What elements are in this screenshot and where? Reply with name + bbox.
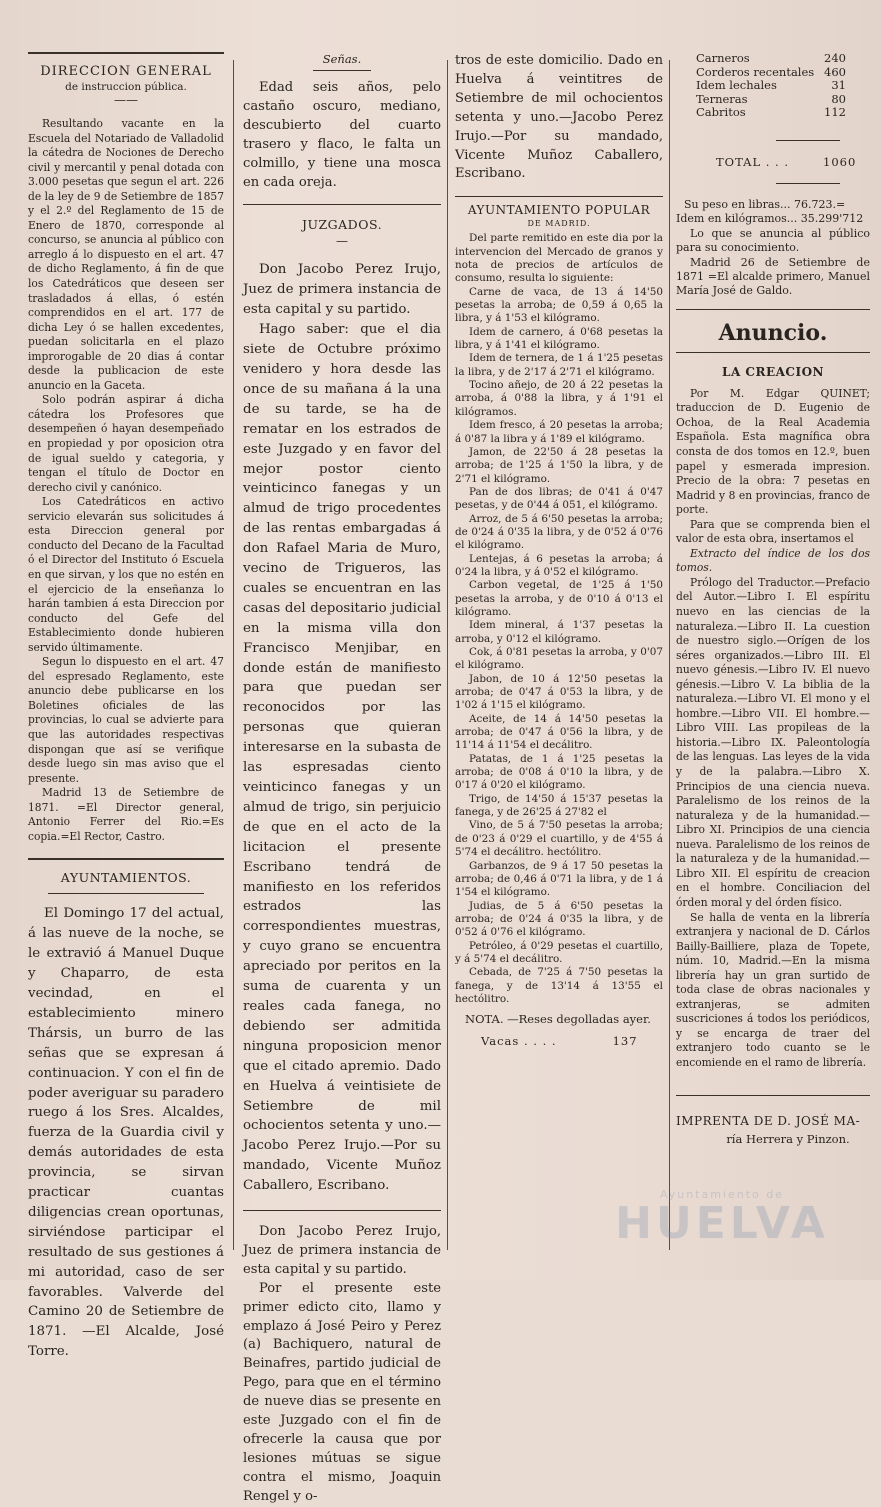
paragraph: El Domingo 17 del actual, á las nueve de la noche, se le extravió á Manuel Duque y Chaparro, de esta vecindad, en el establecimiento minero Thársis, un burro de las señas que se expresan á continuacion. Y con el fin de poder averiguar su paradero ruego á los Sres. Alcaldes, fuerza de la Guardia civil y demás autoridades de esta provincia, se sirvan practicar cuantas diligencias crean oportunas, sirviéndose participar el resultado de sus gestiones á mi autoridad, caso de ser favorables. Valverde del Camino 20 de Setiembre de 1871. —El Alcalde, José Torre. <box>28 906 224 1360</box>
livestock-table <box>696 52 846 120</box>
price-item: Idem de carnero, á 0'68 pesetas la libra, y á 1'41 el kilógramo. <box>455 325 663 352</box>
price-item: Arroz, de 5 á 6'50 pesetas la arroba; de 0'24 á 0'35 la libra, y de 0'52 á 0'76 el kilógramo. <box>455 512 663 552</box>
paragraph: Por el presente este primer edicto cito, llamo y emplazo á José Peiro y Perez (a) Bachiquero, natural de Beinafres, partido judicial de Pego, para que en el término de nueve dias se presente en este Juzgado con el fin de ofrecerle la causa que por lesiones mútuas se sigue contra el mismo, Joaquin Rengel y o- <box>243 1280 441 1504</box>
price-item: Cebada, de 7'25 á 7'50 pesetas la fanega, y de 13'14 á 13'55 el hectólitro. <box>455 966 663 1005</box>
section-rule <box>243 204 441 205</box>
livestock-value: 460 <box>824 64 846 79</box>
direccion-subheading: de instruccion pública. <box>65 81 187 93</box>
ayuntamientos-heading: AYUNTAMIENTOS. <box>60 870 192 886</box>
price-item: Judias, de 5 á 6'50 pesetas la arroba; de 0'24 á 0'35 la libra, y de 0'52 á 0'76 el kilógramo. <box>455 899 663 939</box>
section-rule <box>48 893 204 894</box>
section-rule <box>676 309 870 310</box>
peso-libras: Su peso en libras... 76.723.= <box>684 197 846 211</box>
price-item: Idem de ternera, de 1 á 1'25 pesetas la libra, y de 2'17 á 2'71 el kilógramo. <box>455 352 663 378</box>
table-row <box>696 79 846 93</box>
juzgado-title: Don Jacobo Perez Irujo, Juez de primera instancia de esta capital y su partido. <box>243 262 441 318</box>
column-2 <box>243 52 441 1504</box>
direccion-body <box>28 117 224 844</box>
watermark-line-1: Ayuntamiento de <box>659 1188 785 1201</box>
livestock-value: 240 <box>824 51 846 65</box>
senas-heading: Señas. <box>322 52 362 66</box>
section-rule <box>313 70 371 71</box>
table-row <box>696 106 846 120</box>
top-rule <box>28 52 224 54</box>
juzgado-2 <box>243 1223 441 1507</box>
total-label: TOTAL <box>716 154 762 169</box>
price-list <box>455 232 663 1006</box>
price-item: Trigo, de 14'50 á 15'37 pesetas la fanega, y de 26'25 á 27'82 el <box>455 792 663 819</box>
section-rule <box>676 352 870 353</box>
paragraph: Por M. Edgar QUINET; traduccion de D. Eugenio de Ochoa, de la Real Academia Española. Esta magnífica obra consta de dos tomos en 12.º, buen papel y esmerada impresion. Precio de la obra: 7 pesetas en Madrid y 8 en provincias, franco de porte. <box>676 386 870 517</box>
imprenta-line-1: IMPRENTA DE D. JOSÉ MA- <box>676 1113 861 1128</box>
juzgados-heading: JUZGADOS. <box>301 217 383 233</box>
peso-block <box>676 198 870 299</box>
anuncio-heading: Anuncio. <box>718 319 828 346</box>
table-row <box>696 52 846 66</box>
column-rule <box>233 60 234 1250</box>
section-rule <box>455 196 663 197</box>
column-rule <box>447 60 448 1250</box>
livestock-label: Carneros <box>696 51 750 65</box>
section-rule <box>776 140 840 141</box>
price-item: Vino, de 5 á 7'50 pesetas la arroba; de 0'23 á 0'29 el cuartillo, y de 4'55 á 5'74 el decálitro. hectólitro. <box>455 819 663 859</box>
juzgado-continuation <box>455 52 663 184</box>
paragraph: Segun lo dispuesto en el art. 47 del espresado Reglamento, este anuncio debe publicarse en los Boletines oficiales de las provincias, lo cual se advierte para que las autoridades respectivas dispongan que así se verifique desde luego sin mas aviso que el presente. <box>28 655 224 785</box>
paragraph: tros de este domicilio. Dado en Huelva á veintitres de Setiembre de mil ochocientos setenta y uno.—Jacobo Perez Irujo.—Por su mandado, Vicente Muñoz Caballero, Escribano. <box>455 53 663 182</box>
livestock-value: 80 <box>831 91 846 106</box>
paragraph: Solo podrán aspirar á dicha cátedra los Profesores que desempeñen ó hayan desempeñado en propiedad y por oposicion otra de igual sueldo y categoria, y tengan el título de Doctor en derecho civil y canónico. <box>28 393 224 494</box>
section-rule <box>676 1095 870 1096</box>
price-item: Tocino añejo, de 20 á 22 pesetas la arroba, á 0'88 la libra, y á 1'91 el kilógramos. <box>455 379 663 418</box>
livestock-label: Terneras <box>696 91 748 106</box>
livestock-value: 31 <box>831 78 846 93</box>
price-item: Idem fresco, á 20 pesetas la arroba; á 0'87 la libra y á 1'89 el kilógramo. <box>455 419 663 445</box>
ayuntamiento-popular-heading: AYUNTAMIENTO POPULAR <box>467 203 651 218</box>
senas-body <box>243 79 441 192</box>
ayuntamientos-body <box>28 904 224 1362</box>
column-rule <box>669 60 670 1250</box>
paragraph: Los Catedráticos en activo servicio elevarán sus solicitudes á esta Direccion general por conducto del Decano de la Facultad ó el Director del Instituto ó Escuela en que sirvan, y los que no estén en el ejercicio de la enseñanza lo harán tambien á esta Direccion por conducto del Gefe del Establecimiento donde hubieren servido últimamente. <box>28 495 224 654</box>
separator-dash: — <box>336 234 348 249</box>
paragraph: Madrid 26 de Setiembre de 1871 =El alcalde primero, Manuel María José de Galdo. <box>676 255 870 298</box>
price-item: Carbon vegetal, de 1'25 á 1'50 pesetas la arroba, y de 0'10 á 0'13 el kilógramo. <box>455 579 663 618</box>
paragraph: Para que se comprenda bien el valor de esta obra, insertamos el <box>676 517 870 546</box>
paragraph: Resultando vacante en la Escuela del Notariado de Valladolid la cátedra de Nociones de Derecho civil y mercantil y penal dotada con 3.000 pesetas que segun el art. 226 de la ley de 9 de Setiembre de 1857 y el 2.º del Reglamento de 15 de Enero de 1870, corresponde al concurso, se anuncia al público con arreglo á lo dispuesto en el art. 47 de dicho Reglamento, á fin de que los Catedráticos que deseen ser trasladados á ellas, ó estén comprendidos en el art. 177 de dicha Ley ó se hallen excedentes, puedan solicitarla en el plazo improrogable de 20 dias á contar desde la publicacion de este anuncio en la Gaceta. <box>28 117 224 392</box>
creacion-body <box>676 387 870 1071</box>
price-item: Pan de dos libras; de 0'41 á 0'47 pesetas, y de 0'44 á 051, el kilógramo. <box>455 485 663 512</box>
nota-reses: NOTA. —Reses degolladas ayer. <box>465 1012 651 1027</box>
paragraph: Del parte remitido en este dia por la intervencion del Mercado de granos y nota de precios de artículos de consumo, resulta lo siguiente: <box>455 232 663 285</box>
price-item: Idem mineral, á 1'37 pesetas la arroba, y 0'12 el kilógramo. <box>455 619 663 645</box>
paragraph: Edad seis años, pelo castaño oscuro, mediano, descubierto del cuarto trasero y flaco, le falta un colmillo, y tiene una mosca en cada oreja. <box>243 80 441 190</box>
table-row <box>696 93 846 107</box>
separator-dash: —— <box>114 93 138 107</box>
price-item: Lentejas, á 6 pesetas la arroba; á 0'24 la libra, y á 0'52 el kilógramo. <box>455 552 663 578</box>
column-3 <box>455 52 663 1260</box>
juzgado-1 <box>243 260 441 1196</box>
ayuntamiento-popular-subheading: DE MADRID. <box>527 219 591 229</box>
section-rule <box>243 1210 441 1211</box>
vacas-row: Vacas . . . . 137 <box>481 1034 638 1049</box>
total-value: 1060 <box>823 154 857 169</box>
extracto-heading: Extracto del índice de los dos tomos. <box>676 546 870 575</box>
direccion-heading: DIRECCION GENERAL <box>40 64 212 79</box>
price-item: Carne de vaca, de 13 á 14'50 pesetas la arroba; de 0,59 á 0,65 la libra, y á 1'53 el kilógramo. <box>455 285 663 325</box>
price-item: Petróleo, á 0'29 pesetas el cuartillo, y á 5'74 el decálitro. <box>455 939 663 965</box>
section-rule <box>28 858 224 860</box>
vacas-value: 137 <box>612 1034 638 1049</box>
livestock-label: Idem lechales <box>696 78 777 93</box>
watermark <box>572 1188 872 1268</box>
paragraph: Lo que se anuncia al público para su conocimiento. <box>676 226 870 255</box>
price-item: Patatas, de 1 á 1'25 pesetas la arroba; de 0'08 á 0'10 la libra, y de 0'17 á 0'20 el kilógramo. <box>455 752 663 792</box>
vacas-label: Vacas <box>481 1034 520 1049</box>
creacion-heading: LA CREACION <box>722 364 824 379</box>
table-row <box>696 66 846 80</box>
livestock-label: Corderos recentales <box>696 64 815 79</box>
total-row: TOTAL . . . 1060 <box>716 154 857 169</box>
paragraph: Se halla de venta en la librería extranjera y nacional de D. Cárlos Bailly-Bailliere, plaza de Topete, núm. 10, Madrid.—En la misma librería hay un gran surtido de toda clase de obras nacionales y extranjeras, se admiten suscriciones á todos los periódicos, y se encarga de traer del extranjero todo cuanto se le encomiende en el ramo de librería. <box>676 910 870 1069</box>
column-4 <box>676 52 870 1260</box>
peso-kilos: Idem en kilógramos... 35.299'712 <box>676 212 864 226</box>
paragraph: Prólogo del Traductor.—Prefacio del Autor.—Libro I. El espíritu nuevo en las ciencias de la naturaleza.—Libro II. La cuestion de nuestro siglo.—Orígen de los séres organizados.—Libro III. El nuevo génesis.—Libro IV. El nuevo génesis.—Libro V. La biblia de la naturaleza.—Libro VI. El mono y el hombre.—Libro VII. El hombre.—Libro VIII. Las propileas de la historia.—Libro IX. Paleontología de las lenguas. Las leyes de la vida y de la palabra.—Libro X. Principios de una ciencia nueva. Paralelismo de los reinos de la naturaleza y de la humanidad.—Libro XI. Principios de una ciencia nueva. Paralelismo de los reinos de la naturaleza y de la humanidad.—Libro XII. El espíritu de creacion en el hombre. Conciliacion del órden moral y del órden físico. <box>676 575 870 909</box>
column-1 <box>28 52 224 1360</box>
paragraph: Madrid 13 de Setiembre de 1871. =El Director general, Antonio Ferrer del Rio.=Es copia.=El Rector, Castro. <box>28 786 224 843</box>
livestock-label: Cabritos <box>696 105 746 120</box>
imprenta-line-2: ría Herrera y Pinzon. <box>726 1131 850 1146</box>
price-item: Garbanzos, de 9 á 17 50 pesetas la arroba; de 0,46 á 0'71 la libra, y de 1 á 1'54 el kilógramo. <box>455 859 663 899</box>
section-rule <box>776 183 840 184</box>
livestock-value: 112 <box>824 105 846 120</box>
watermark-line-2: HUELVA <box>615 1198 829 1249</box>
price-item: Aceite, de 14 á 14'50 pesetas la arroba; de 0'47 á 0'56 la libra, y de 11'14 á 11'54 el decálitro. <box>455 712 663 752</box>
price-item: Jamon, de 22'50 á 28 pesetas la arroba; de 1'25 á 1'50 la libra, y de 2'71 el kilógramo. <box>455 445 663 485</box>
paragraph: Hago saber: que el dia siete de Octubre próximo venidero y hora desde las once de su mañana á la una de su tarde, se ha de rematar en los estrados de este Juzgado y en favor del mejor postor ciento veinticinco fanegas y un almud de trigo procedentes de las rentas embargadas á don Rafael Maria de Muro, vecino de Trigueros, las cuales se encuentran en las casas del depositario judicial en la misma villa don Francisco Menjibar, en donde están de manifiesto para que puedan ser reconocidos por las personas que quieran interesarse en la subasta de las espresadas ciento veinticinco fanegas y un almud de trigo, sin perjuicio de que en el acto de la licitacion el presente Escribano tendrá de manifiesto en los referidos estrados las correspondientes muestras, y cuyo grano se encuentra apreciado por peritos en la suma de cuarenta y un reales cada fanega, no debiendo ser admitida ninguna proposicion menor que el citado apremio. Dado en Huelva á veintisiete de Setiembre de mil ochocientos setenta y uno.—Jacobo Perez Irujo.—Por su mandado, Vicente Muñoz Caballero, Escribano. <box>243 322 441 1194</box>
juzgado-title: Don Jacobo Perez Irujo, Juez de primera instancia de esta capital y su partido. <box>243 1224 441 1277</box>
price-item: Cok, á 0'81 pesetas la arroba, y 0'07 el kilógramo. <box>455 646 663 672</box>
price-item: Jabon, de 10 á 12'50 pesetas la arroba; de 0'47 á 0'53 la libra, y de 1'02 á 1'15 el kilógramo. <box>455 672 663 712</box>
